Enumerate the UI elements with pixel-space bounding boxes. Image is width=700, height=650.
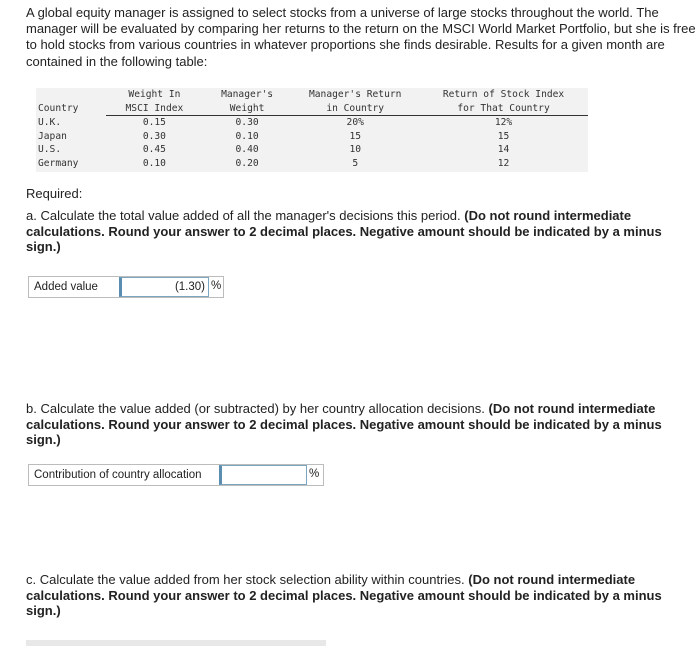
- answer-c-row[interactable]: [26, 640, 326, 646]
- answer-b-row: [28, 464, 324, 486]
- header-manager-return-line1: Manager's Return: [309, 89, 402, 100]
- question-b: [26, 401, 666, 448]
- table-row: U.S. 0.45 0.40 10 14: [38, 144, 510, 155]
- table-row: Germany 0.10 0.20 5 12: [38, 157, 510, 169]
- added-value-input[interactable]: (1.30): [119, 277, 209, 297]
- problem-intro: A global equity manager is assigned to select stocks from a universe of large stocks throughout the world. The manager will be evaluated by comparing her returns to the return on the MSCI World Market Portfolio, but she is free to hold stocks from various countries in whatever proportions she finds desirable. Results for a given month are contained in the following table:: [26, 5, 696, 69]
- header-index-return-line2: for That Country: [419, 102, 588, 116]
- header-index-return-line1: Return of Stock Index: [442, 89, 565, 100]
- question-a-text: a. Calculate the total value added of all the manager's decisions this period.: [26, 208, 461, 223]
- table-row: Japan 0.30 0.10 15 15: [38, 130, 510, 142]
- answer-a-unit: %: [211, 280, 222, 292]
- answer-b-label: Contribution of country allocation: [34, 469, 202, 481]
- question-b-text: b. Calculate the value added (or subtracted) by her country allocation decisions.: [26, 401, 485, 416]
- header-manager-return-line2: in Country: [291, 102, 419, 116]
- header-manager-weight-line1: Manager's: [221, 89, 274, 100]
- required-heading: Required:: [26, 186, 83, 201]
- data-table: [36, 88, 588, 172]
- answer-b-unit: %: [309, 468, 320, 480]
- question-c: [26, 572, 681, 619]
- table-row: U.K. 0.15 0.30 20% 12%: [38, 116, 513, 128]
- answer-a-row: [28, 276, 224, 298]
- header-msci-weight-line1: Weight In: [128, 89, 181, 100]
- header-manager-weight-line2: Weight: [203, 102, 292, 116]
- answer-a-label: Added value: [34, 281, 98, 293]
- header-country: Country: [38, 103, 79, 114]
- question-c-instructions: (Do not round intermediate calculations. Round your answer to 2 decimal places. Negative amount should be indicated by a minus sign.): [26, 572, 662, 618]
- question-c-text: c. Calculate the value added from her stock selection ability within countries.: [26, 572, 465, 587]
- question-a: [26, 208, 691, 255]
- header-msci-weight-line2: MSCI Index: [106, 102, 203, 116]
- question-a-instructions: (Do not round intermediate calculations. Round your answer to 2 decimal places. Negative amount should be indicated by a minus sign.): [26, 208, 662, 254]
- country-allocation-input[interactable]: [219, 465, 307, 485]
- question-b-instructions: (Do not round intermediate calculations. Round your answer to 2 decimal places. Negative amount should be indicated by a minus sign.): [26, 401, 662, 447]
